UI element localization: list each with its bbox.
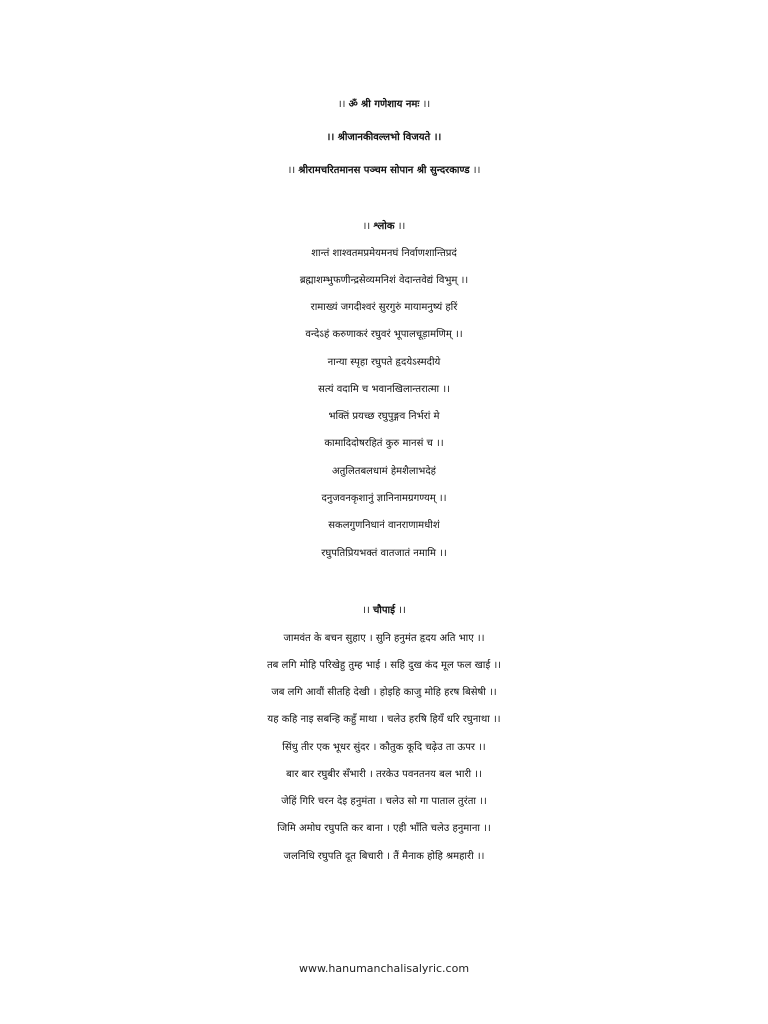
heading-marker-left: ।। [362, 221, 374, 232]
shloka-line: भक्तिं प्रयच्छ रघुपुङ्गव निर्भरां मे [328, 411, 440, 422]
heading-marker-right: ।। [395, 605, 406, 616]
chaupai-line: जलनिधि रघुपति दूत बिचारी । तैं मैनाक होहि श्रमहारी ।। [283, 851, 485, 862]
website-footer: www.hanumanchalisalyric.com [298, 962, 470, 975]
invocation-title [0, 90, 768, 120]
shloka-line: वन्देऽहं करुणाकरं रघुवरं भूपालचूड़ामणिम् ।। [305, 329, 463, 340]
chaupai-heading-text: चौपाई [372, 605, 396, 616]
chaupai-line: तब लगि मोहि परिखेहु तुम्ह भाई । सहि दुख कंद मूल फल खाई ।। [266, 660, 502, 671]
shloka-line: ब्रह्माशम्भुफणीन्द्रसेव्यमनिशं वेदान्तवेद्यं विभुम् ।। [299, 275, 469, 286]
chaupai-line: यह कहि नाइ सबन्हि कहुँ माथा । चलेउ हरषि हियँ धरि रघुनाथा ।। [267, 714, 501, 725]
chapter-title [0, 156, 768, 186]
shloka-line: रामाख्यं जगदीश्वरं सुरगुरुं मायामनुष्यं हरिं [310, 302, 458, 313]
shloka-line: रघुपतिप्रियभक्तं वातजातं नमामि ।। [321, 548, 447, 559]
title-marker-right: ।। [469, 165, 481, 176]
shloka-line: कामादिदोषरहितं कुरु मानसं च ।। [324, 438, 444, 449]
title-marker-left: ।। [326, 132, 338, 143]
title-marker-right: ।। [430, 132, 442, 143]
invocation-text: ॐ श्री गणेशाय नमः [348, 99, 420, 110]
shloka-line: दनुजवनकृशानुं ज्ञानिनामग्रगण्यम् ।। [321, 493, 447, 504]
shloka-heading-text: श्लोक [373, 221, 395, 232]
chaupai-line: सिंधु तीर एक भूधर सुंदर । कौतुक कूदि चढ़ेउ ता ऊपर ।। [282, 742, 486, 753]
chaupai-heading [0, 598, 768, 624]
title-marker-left: ।। [287, 165, 299, 176]
shloka-line: सकलगुणनिधानं वानराणामधीशं [328, 520, 440, 531]
chapter-text: श्रीरामचरितमानस पञ्चम सोपान श्री सुन्दरकाण्ड [298, 165, 470, 176]
chaupai-line: बार बार रघुबीर सँभारी । तरकेउ पवनतनय बल भारी ।। [286, 769, 482, 780]
title-marker-left: ।। [337, 99, 349, 110]
heading-marker-left: ।। [362, 605, 373, 616]
chaupai-line: जामवंत के बचन सुहाए । सुनि हनुमंत हृदय अति भाए ।। [283, 633, 485, 644]
chaupai-line: जेहिं गिरि चरन देइ हनुमंता । चलेउ सो गा पाताल तुरंता ।। [281, 796, 487, 807]
shloka-heading [0, 214, 768, 240]
shloka-line: सत्यं वदामि च भवानखिलान्तरात्मा ।। [318, 384, 450, 395]
chaupai-line: जिमि अमोघ रघुपति कर बाना । एही भाँति चलेउ हनुमाना ।। [277, 823, 491, 834]
chaupai-line: जब लगि आवौं सीतहि देखी । होइहि काजु मोहि हरष बिसेषी ।। [271, 687, 497, 698]
shloka-line: शान्तं शाश्वतमप्रमेयमनघं निर्वाणशान्तिप्रदं [311, 248, 457, 259]
shloka-line: अतुलितबलधामं हेमशैलाभदेहं [332, 466, 436, 477]
blessing-title [0, 123, 768, 153]
shloka-line: नान्या स्पृहा रघुपते हृदयेऽस्मदीये [327, 357, 441, 368]
blessing-text: श्रीजानकीवल्लभो विजयते [337, 132, 431, 143]
title-marker-right: ।। [419, 99, 431, 110]
heading-marker-right: ।। [394, 221, 406, 232]
